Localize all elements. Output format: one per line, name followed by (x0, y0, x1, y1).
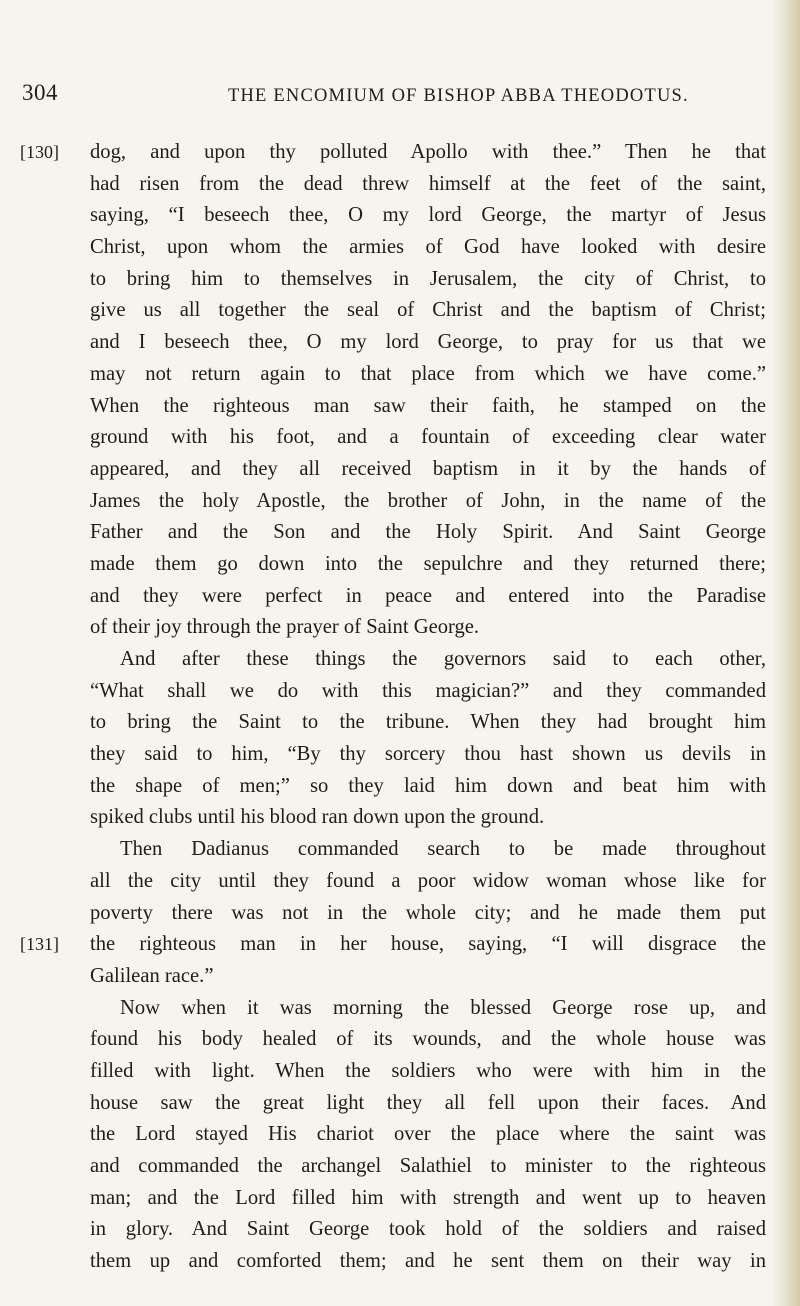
margin-note: [130] (20, 142, 59, 162)
text-line: Galilean race.” (90, 964, 214, 987)
text-line: Then Dadianus commanded search to be made throughout (120, 838, 766, 861)
text-line: in glory. And Saint George took hold of the soldiers and raised (90, 1218, 766, 1241)
text-line: Now when it was morning the blessed George rose up, and (120, 996, 766, 1019)
text-line: appeared, and they all received baptism in it by the hands of (90, 457, 766, 480)
text-line: and they were perfect in peace and entered into the Paradise (90, 584, 766, 607)
text-line (20, 929, 766, 961)
text-line: and I beseech thee, O my lord George, to pray for us that we (90, 331, 766, 354)
text-line: man; and the Lord filled him with strength and went up to heaven (90, 1186, 766, 1209)
line-text: dog, and upon thy polluted Apollo with thee.” Then he that (90, 141, 766, 163)
text-line: Father and the Son and the Holy Spirit. And Saint George (90, 521, 766, 544)
text-line: they said to him, “By thy sorcery thou hast shown us devils in (90, 743, 766, 766)
text-line: poverty there was not in the whole city; and he made them put (90, 901, 766, 924)
text-line: spiked clubs until his blood ran down upon the ground. (90, 806, 545, 829)
text-line: and commanded the archangel Salathiel to minister to the righteous (90, 1155, 766, 1177)
text-line: all the city until they found a poor widow woman whose like for (90, 869, 766, 892)
text-line: give us all together the seal of Christ and the baptism of Christ; (90, 299, 766, 322)
text-line: When the righteous man saw their faith, he stamped on the (90, 394, 766, 417)
text-line: ground with his foot, and a fountain of exceeding clear water (90, 426, 766, 449)
text-line: to bring him to themselves in Jerusalem, the city of Christ, to (90, 267, 766, 290)
page-number: 304 (22, 80, 58, 105)
text-line: Christ, upon whom the armies of God have looked with desire (90, 236, 766, 259)
text-line: had risen from the dead threw himself at the feet of the saint, (90, 172, 766, 195)
text-line: house saw the great light they all fell upon their faces. And (90, 1091, 766, 1114)
text-line: James the holy Apostle, the brother of John, in the name of the (90, 489, 766, 512)
text-line (20, 137, 766, 169)
text-line: filled with light. When the soldiers who were with him in the (90, 1059, 766, 1082)
running-head: THE ENCOMIUM OF BISHOP ABBA THEODOTUS. (228, 86, 689, 106)
text-line: the Lord stayed His chariot over the place where the saint was (90, 1123, 766, 1146)
text-line: may not return again to that place from which we have come.” (90, 362, 766, 385)
text-line: to bring the Saint to the tribune. When they had brought him (90, 711, 766, 734)
text-line: And after these things the governors said to each other, (120, 648, 766, 670)
text-line: “What shall we do with this magician?” and they commanded (90, 679, 766, 702)
text-line: saying, “I beseech thee, O my lord George, the martyr of Jesus (90, 204, 766, 227)
text-line: the shape of men;” so they laid him down and beat him with (90, 774, 766, 797)
text-line: of their joy through the prayer of Saint George. (90, 616, 480, 639)
text-line: found his body healed of its wounds, and the whole house was (90, 1028, 766, 1051)
text-line: them up and comforted them; and he sent them on their way in (90, 1250, 766, 1273)
page-edge-shading (772, 0, 800, 1306)
margin-note: [131] (20, 934, 59, 955)
body-text (20, 137, 766, 1278)
text-line: made them go down into the sepulchre and they returned there; (90, 552, 766, 575)
line-text: the righteous man in her house, saying, “I will disgrace the (90, 933, 766, 956)
